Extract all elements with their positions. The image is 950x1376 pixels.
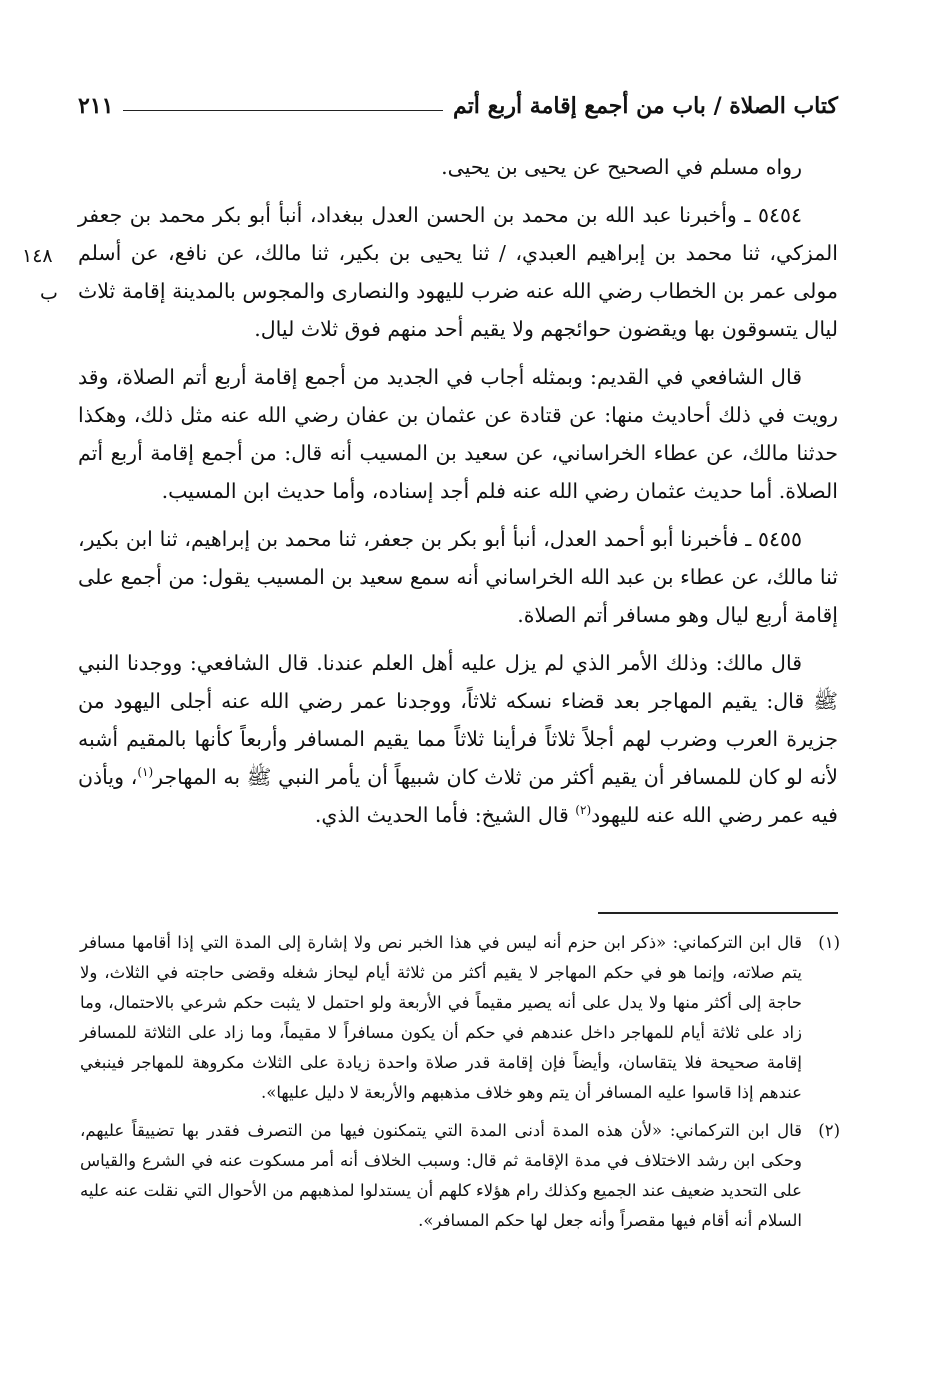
page-number: ٢١١: [78, 93, 114, 119]
footnote-ref-1[interactable]: (١): [137, 765, 154, 780]
chapter-title: كتاب الصلاة / باب من أجمع إقامة أربع أتم: [453, 93, 838, 119]
paragraph-shafii: قال الشافعي في القديم: وبمثله أجاب في الجديد من أجمع إقامة أربع أتم الصلاة، وقد رويت في ذلك أحاديث منها: عن قتادة عن عثمان بن عفان رضي الله عنه مثل ذلك، وهكذا حدثنا مالك، عن عطاء الخراساني، عن سعيد بن المسيب أنه قال: من أجمع إقامة أربع أتم الصلاة. أما حديث عثمان رضي الله عنه فلم أجد إسناده، وأما حديث ابن المسيب.: [78, 365, 838, 503]
hadith-5455: ٥٤٥٥ ـ فأخبرنا أبو أحمد العدل، أنبأ أبو بكر بن جعفر، ثنا محمد بن إبراهيم، ثنا ابن بكير، ثنا مالك، عن عطاء بن عبد الله الخراساني أنه سمع سعيد بن المسيب يقول: من أجمع على إقامة أربع ليال وهو مسافر أتم الصلاة.: [78, 527, 838, 627]
margin-folio-reference: ١٤٨: [22, 245, 53, 267]
malik-text-1: قال مالك: وذلك الأمر الذي لم يزل عليه أهل العلم عندنا. قال الشافعي: ووجدنا النبي ﷺ قال: يقيم المهاجر بعد قضاء نسكه ثلاثاً، ووجدنا عمر رضي الله عنه أجلى اليهود من جزيرة العرب وضرب لهم أجلاً ثلاثاً فرأينا ثلاثاً مما يقيم المسافر وأربعاً كأنها بالمقيم أشبه لأنه لو كان للمسافر أن يقيم أكثر من ثلاث كان شبيهاً أن يأمر النبي ﷺ به المهاجر: [78, 651, 838, 789]
footnotes: [80, 928, 840, 1244]
malik-text-3: قال الشيخ: فأما الحديث الذي.: [314, 803, 576, 827]
malik-text-2: ، ويأذن فيه عمر رضي الله عنه لليهود: [78, 765, 838, 827]
hadith-5454: ٥٤٥٤ ـ وأخبرنا عبد الله بن محمد بن الحسن العدل ببغداد، أنبأ أبو بكر محمد بن جعفر المزكي، ثنا محمد بن إبراهيم العبدي، / ثنا يحيى بن بكير، ثنا مالك، عن نافع، عن أسلم مولى عمر بن الخطاب رضي الله عنه ضرب لليهود والنصارى والمجوس بالمدينة إقامة ثلاث ليال يتسوقون بها ويقضون حوائجهم ولا يقيم أحد منهم فوق ثلاث ليال.: [78, 203, 838, 341]
paragraph-1: رواه مسلم في الصحيح عن يحيى بن يحيى.: [441, 155, 802, 179]
footnote-text: قال ابن التركماني: «ذكر ابن حزم أنه ليس في هذا الخبر نص ولا إشارة إلى المدة التي إذا أقامها مسافر يتم صلاته، وإنما هو في حكم المهاجر لا يقيم أكثر من ثلاثة أيام ليحاز شغله وقضى حاجته في الثلاث، ولا حاجة إلى أكثر منها ولا يدل على أنه يصير مقيماً في الأربعة ولو احتمل لا يثبت حكم شرعي بالاحتمال، وما زاد على ثلاثة أيام للمهاجر داخل عندهم في حكم أن يكون مسافراً لا مقيماً، وما زاد على الثلاثة للمسافر إقامة صحيحة فلا يتقاسان، وأيضاً فإن إقامة قدر صلاة واحدة زيادة على الثلاث مكروهة للمهاجر فينبغي عندهم إذا قاسوا عليه المسافر أن يتم وهو خلاف مذهبهم والأربعة لا دليل عليها».: [80, 933, 802, 1102]
footnote-separator: [598, 912, 838, 914]
footnote-2: [80, 1116, 840, 1236]
paragraph-malik: [78, 644, 838, 834]
margin-folio-side: ب: [40, 282, 58, 304]
footnote-text: قال ابن التركماني: «لأن هذه المدة أدنى المدة التي يتمكنون فيها من التصرف فقدر بها تضييقاً عليهم، وحكى ابن رشد الاختلاف في مدة الإقامة ثم قال: وسبب الخلاف أنه أمر مسكوت عنه في الشرع والقياس على التحديد ضعيف عند الجميع وكذلك رام هؤلاء كلهم أن يستدلوا لمذهبهم من الأحوال التي نقلت عنه عليه السلام أنه أقام فيها مقصراً وأنه جعل لها حكم المسافر».: [80, 1121, 802, 1230]
header-rule: [123, 110, 443, 111]
footnote-number: (٢): [818, 1121, 840, 1140]
main-text: [78, 148, 838, 844]
running-header: [78, 88, 838, 124]
footnote-1: [80, 928, 840, 1108]
footnote-ref-2[interactable]: (٢): [575, 803, 592, 818]
footnote-number: (١): [818, 933, 840, 952]
